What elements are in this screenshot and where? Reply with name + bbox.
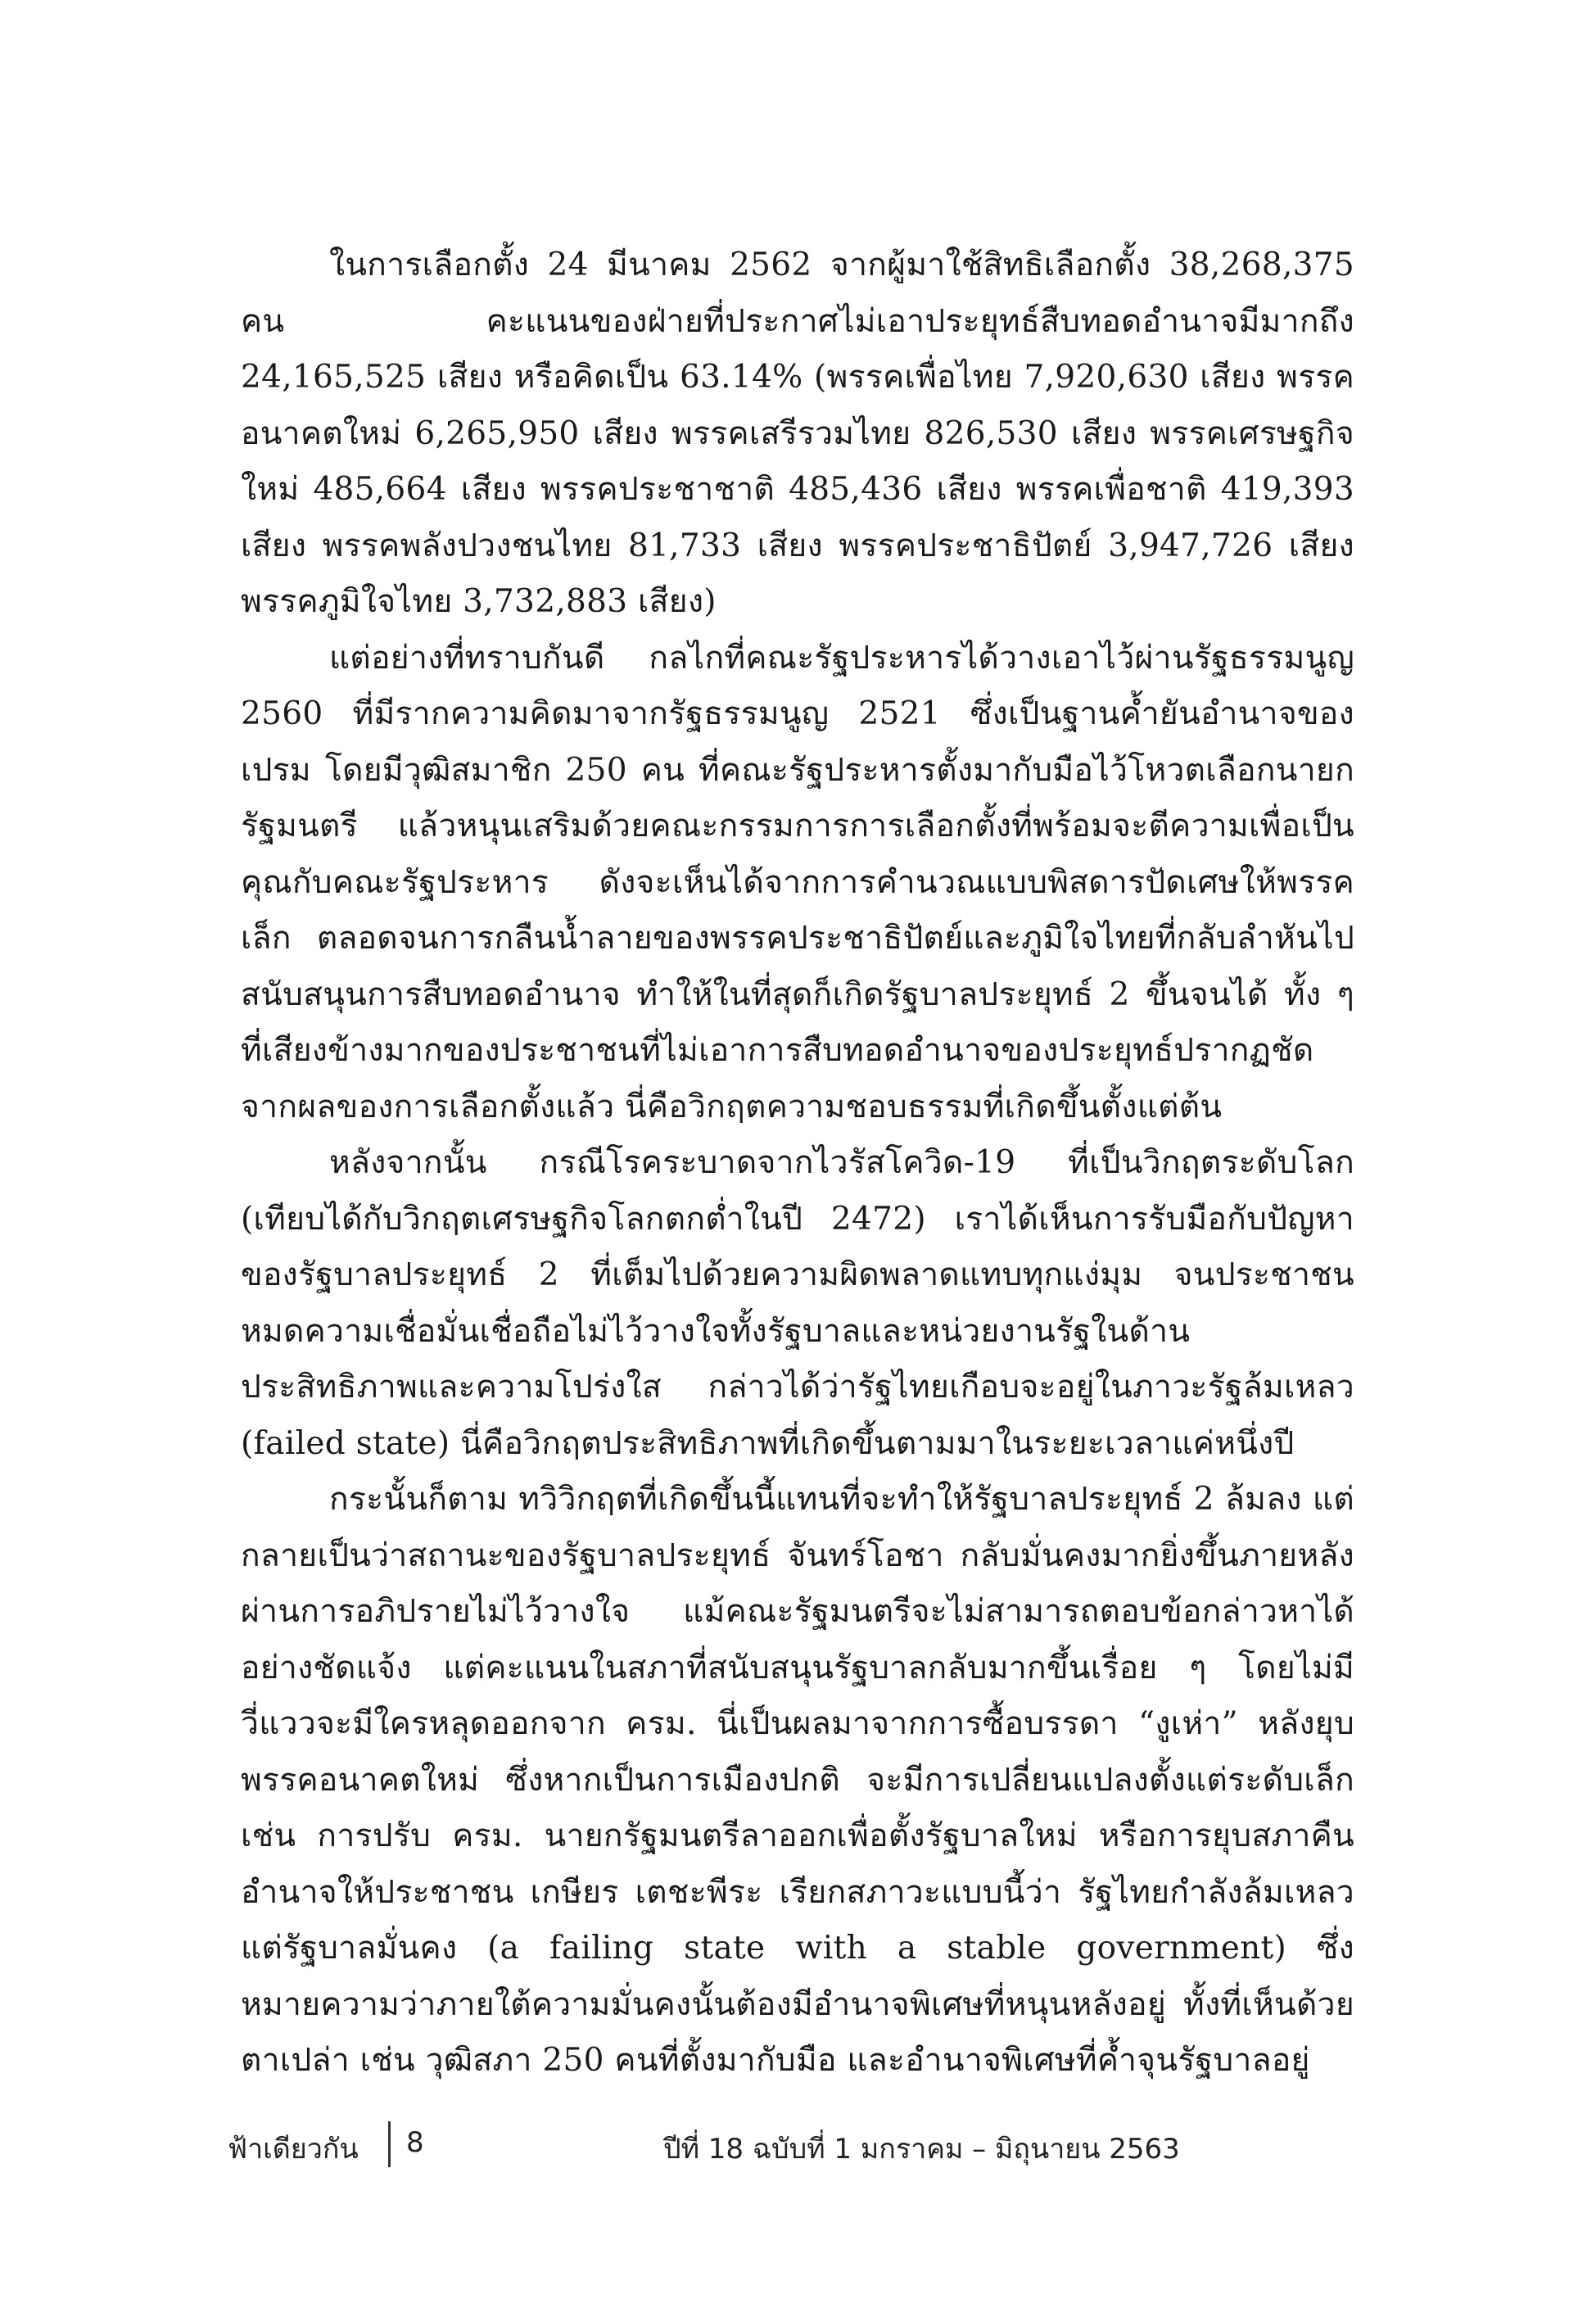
paragraph-legitimacy-crisis: แต่อย่างที่ทราบกันดี กลไกที่คณะรัฐประหารได้วางเอาไว้ผ่านรัฐธรรมนูญ 2560 ที่มีรากความคิดมาจากรัฐธรรมนูญ 2521 ซึ่งเป็นฐานค้ำยันอำนาจของเปรม โดยมีวุฒิสมาชิก 250 คน ที่คณะรัฐประหารตั้งมากับมือไว้โหวตเลือกนายกรัฐมนตรี แล้วหนุนเสริมด้วยคณะกรรมการการเลือกตั้งที่พร้อมจะตีความเพื่อเป็นคุณกับคณะรัฐประหาร ดังจะเห็นได้จากการคำนวณแบบพิสดารปัดเศษให้พรรคเล็ก ตลอดจนการกลืนน้ำลายของพรรคประชาธิปัตย์และภูมิใจไทยที่กลับลำหันไปสนับสนุนการสืบทอดอำนาจ ทำให้ในที่สุดก็เกิดรัฐบาลประยุทธ์ 2 ขึ้นจนได้ ทั้ง ๆ ที่เสียงข้างมากของประชาชนที่ไม่เอาการสืบทอดอำนาจของประยุทธ์ปรากฏชัดจากผลของการเลือกตั้งแล้ว นี่คือวิกฤตความชอบธรรมที่เกิดขึ้นตั้งแต่ต้น bbox=[241, 639, 1354, 1125]
paragraph-effectiveness-crisis: หลังจากนั้น กรณีโรคระบาดจากไวรัสโควิด-19 ที่เป็นวิกฤตระดับโลก (เทียบได้กับวิกฤตเศรษฐกิจโลกตกต่ำในปี 2472) เราได้เห็นการรับมือกับปัญหาของรัฐบาลประยุทธ์ 2 ที่เต็มไปด้วยความผิดพลาดแทบทุกแง่มุม จนประชาชนหมดความเชื่อมั่นเชื่อถือไม่ไว้วางใจทั้งรัฐบาลและหน่วยงานรัฐในด้านประสิทธิภาพและความโปร่งใส กล่าวได้ว่ารัฐไทยเกือบจะอยู่ในภาวะรัฐล้มเหลว (failed state) นี่คือวิกฤตประสิทธิภาพที่เกิดขึ้นตามมาในระยะเวลาแค่หนึ่งปี bbox=[241, 1144, 1354, 1462]
footer-divider bbox=[388, 2121, 391, 2167]
page-footer bbox=[0, 2121, 1596, 2170]
paragraph-election-results: ในการเลือกตั้ง 24 มีนาคม 2562 จากผู้มาใช้สิทธิเลือกตั้ง 38,268,375 คน คะแนนของฝ่ายที่ประกาศไม่เอาประยุทธ์สืบทอดอำนาจมีมากถึง 24,165,525 เสียง หรือคิดเป็น 63.14% (พรรคเพื่อไทย 7,920,630 เสียง พรรคอนาคตใหม่ 6,265,950 เสียง พรรคเสรีรวมไทย 826,530 เสียง พรรคเศรษฐกิจใหม่ 485,664 เสียง พรรคประชาชาติ 485,436 เสียง พรรคเพื่อชาติ 419,393 เสียง พรรคพลังปวงชนไทย 81,733 เสียง พรรคประชาธิปัตย์ 3,947,726 เสียง พรรคภูมิใจไทย 3,732,883 เสียง) bbox=[241, 247, 1354, 620]
paragraph-stable-government: กระนั้นก็ตาม ทวิวิกฤตที่เกิดขึ้นนี้แทนที่จะทำให้รัฐบาลประยุทธ์ 2 ล้มลง แต่กลายเป็นว่าสถานะของรัฐบาลประยุทธ์ จันทร์โอชา กลับมั่นคงมากยิ่งขึ้นภายหลังผ่านการอภิปรายไม่ไว้วางใจ แม้คณะรัฐมนตรีจะไม่สามารถตอบข้อกล่าวหาได้อย่างชัดแจ้ง แต่คะแนนในสภาที่สนับสนุนรัฐบาลกลับมากขึ้นเรื่อย ๆ โดยไม่มีวี่แววจะมีใครหลุดออกจาก ครม. นี่เป็นผลมาจากการซื้อบรรดา “งูเห่า” หลังยุบพรรคอนาคตใหม่ ซึ่งหากเป็นการเมืองปกติ จะมีการเปลี่ยนแปลงตั้งแต่ระดับเล็ก เช่น การปรับ ครม. นายกรัฐมนตรีลาออกเพื่อตั้งรัฐบาลใหม่ หรือการยุบสภาคืนอำนาจให้ประชาชน เกษียร เตชะพีระ เรียกสภาวะแบบนี้ว่า รัฐไทยกำลังล้มเหลว แต่รัฐบาลมั่นคง (a failing state with a stable government) ซึ่งหมายความว่าภายใต้ความมั่นคงนั้นต้องมีอำนาจพิเศษที่หนุนหลังอยู่ ทั้งที่เห็นด้วยตาเปล่า เช่น วุฒิสภา 250 คนที่ตั้งมากับมือ และอำนาจพิเศษที่ค้ำจุนรัฐบาลอยู่ bbox=[241, 1481, 1354, 2079]
issue-info: ปีที่ 18 ฉบับที่ 1 มกราคม – มิถุนายน 2563 bbox=[663, 2133, 1180, 2166]
article-body bbox=[241, 238, 1354, 2089]
page-number: 8 bbox=[406, 2126, 424, 2159]
journal-name: ฟ้าเดียวกัน bbox=[228, 2133, 359, 2166]
